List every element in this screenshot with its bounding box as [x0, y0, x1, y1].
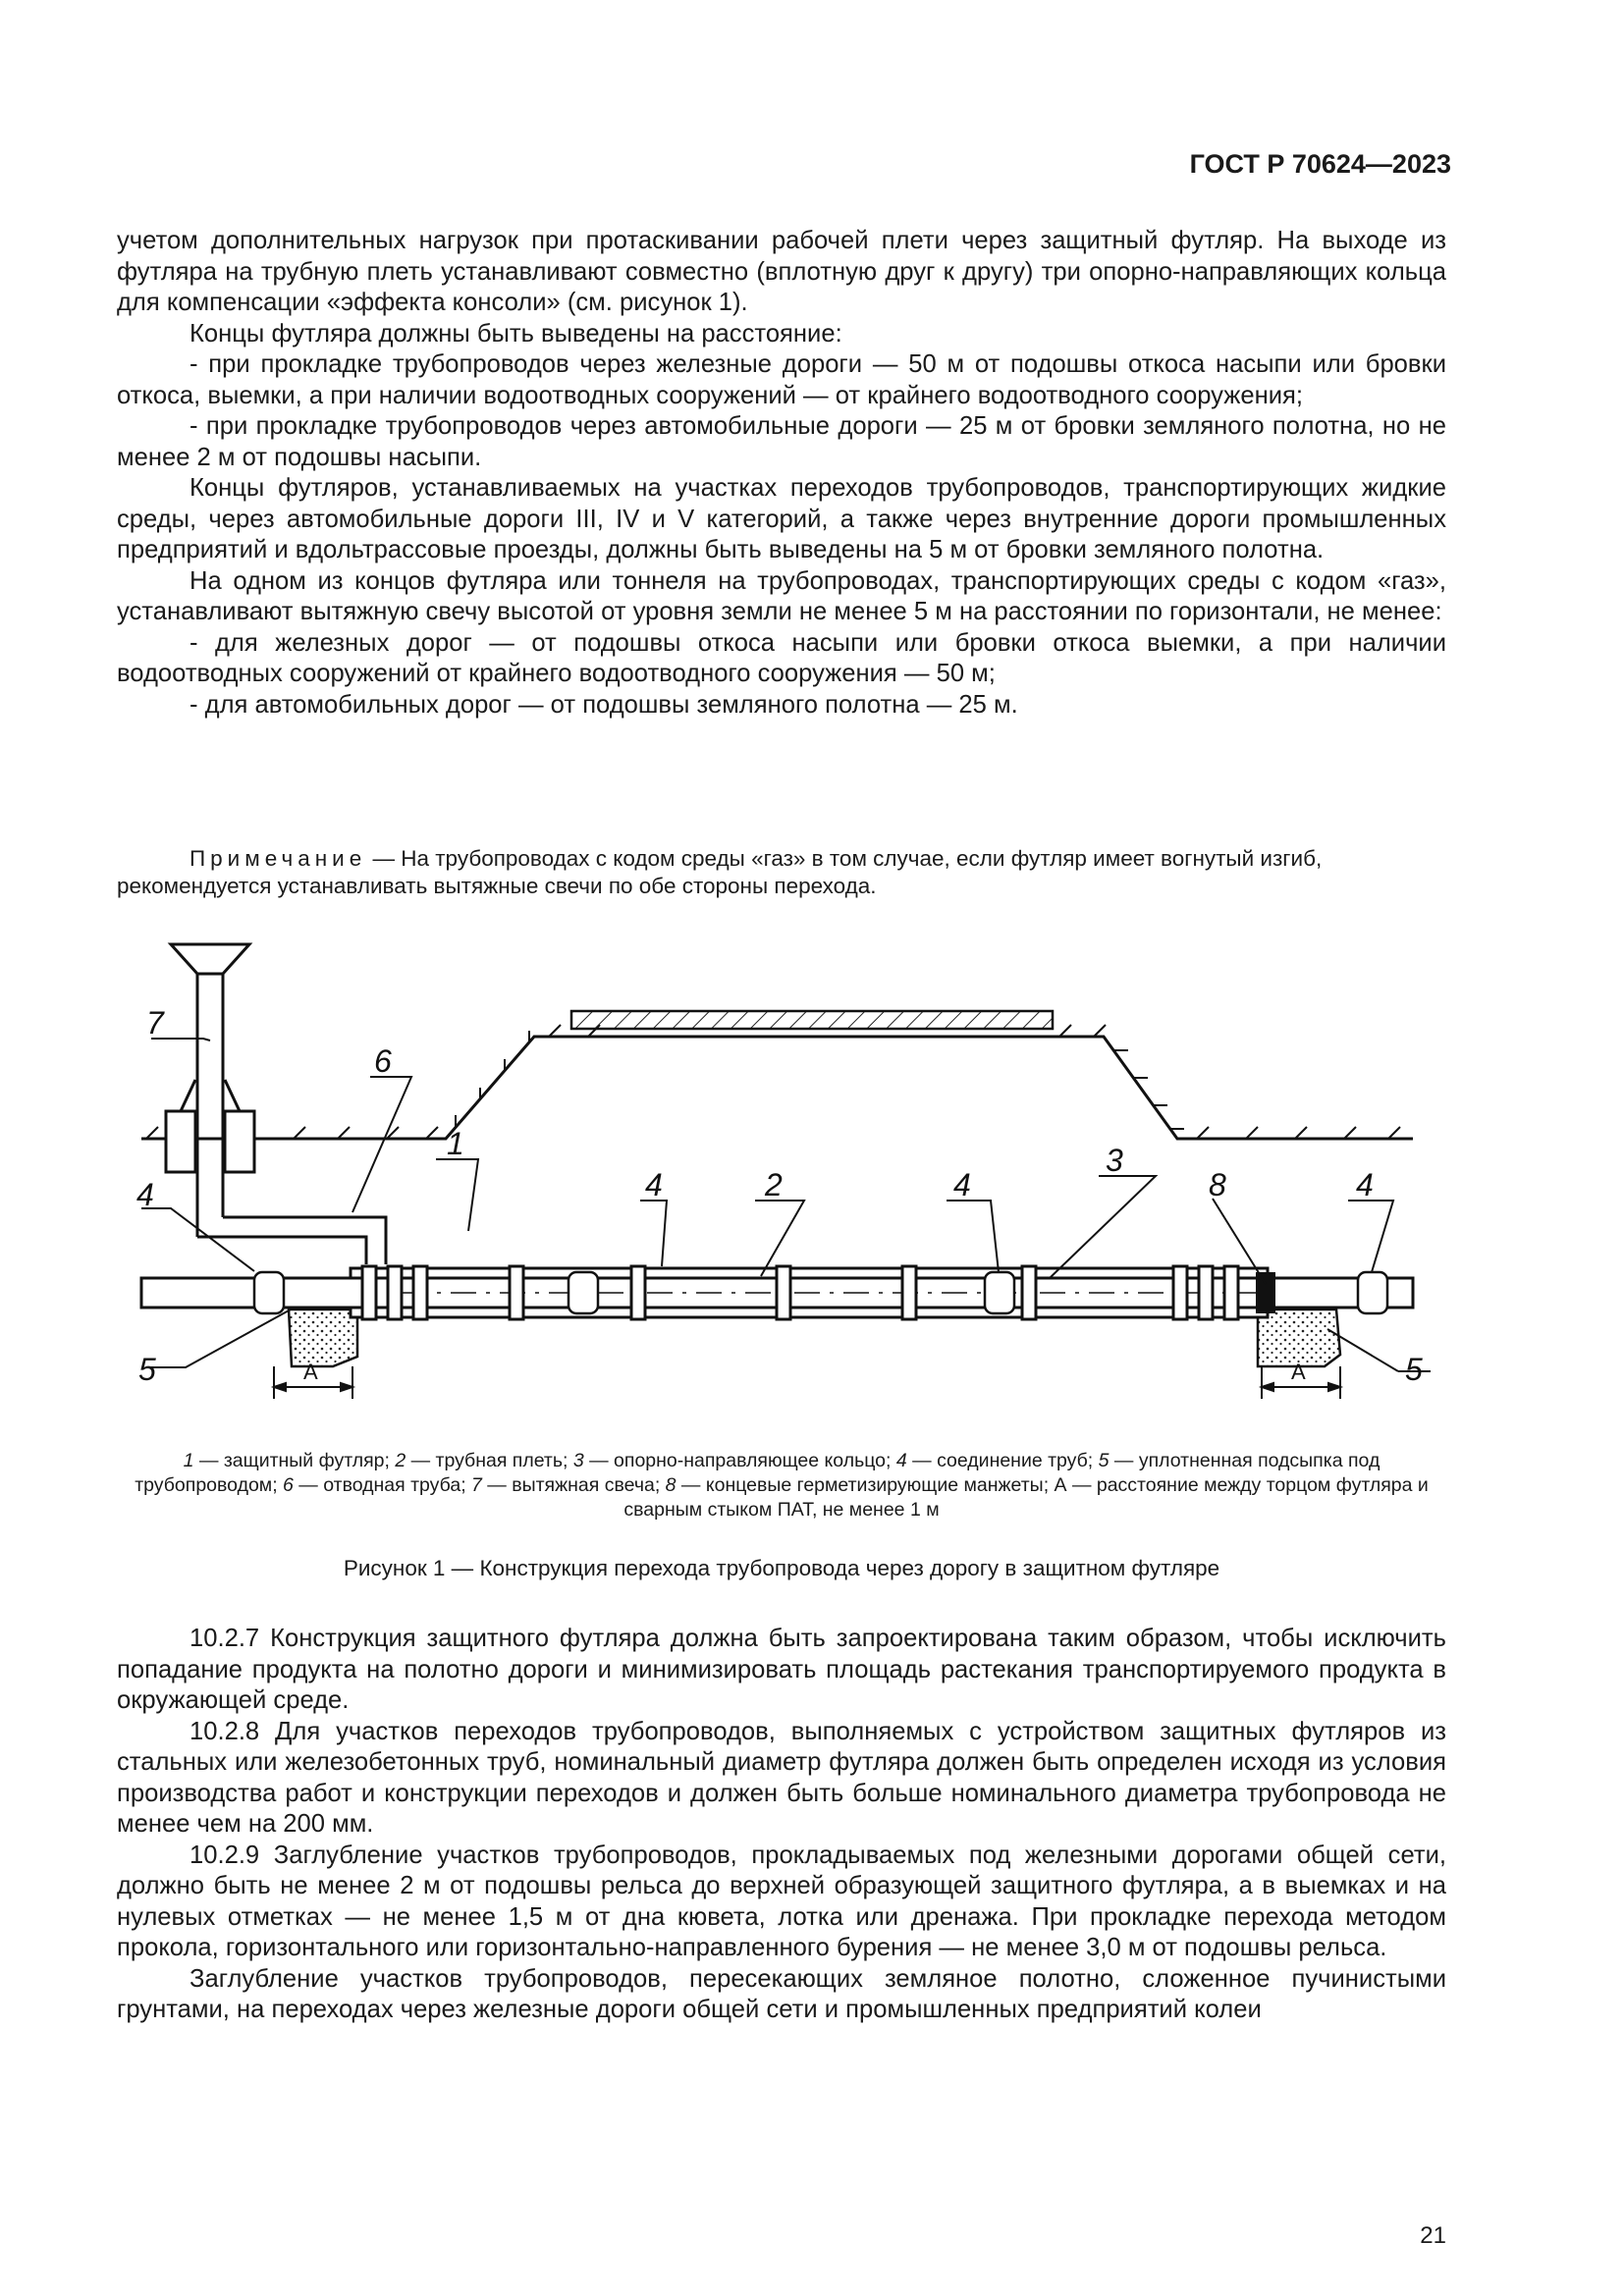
paragraph: - при прокладке трубопроводов через автомобильные дороги — 25 м от бровки земляного полотна, но не менее 2 м от подошвы насыпи. — [117, 412, 1446, 471]
legend-num: 3 — [572, 1450, 584, 1471]
paragraph: - при прокладке трубопроводов через железные дороги — 50 м от подошвы откоса насыпи или бровки откоса, выемки, а при наличии водоотводных сооружений — от крайнего водоотводного сооружения; — [117, 350, 1446, 409]
paragraph: Концы футляров, устанавливаемых на участках переходов трубопроводов, транспортирующих жидкие среды, через автомобильные дороги III, IV и V категорий, а также через внутренние дороги промышленных предприятий и вдольтрассовые проезды, должны быть выведены на 5 м от бровки земляного полотна. — [117, 474, 1446, 563]
legend-text: — вытяжная свеча; — [481, 1474, 666, 1496]
callout-3: 3 — [1106, 1143, 1123, 1178]
paragraph: учетом дополнительных нагрузок при протаскивании рабочей плети через защитный футляр. На выходе из футляра на трубную плеть устанавливают совместно (вплотную друг к другу) три опорно-направляющих кольца для компенсации «эффекта консоли» (см. рисунок 1). — [117, 227, 1446, 316]
dim-label: А — [303, 1360, 318, 1384]
callout-4: 4 — [953, 1167, 971, 1202]
legend-text: — уплотненная подсыпка под трубопроводом; — [135, 1450, 1380, 1496]
ground-line — [141, 1025, 1413, 1139]
figure-legend — [117, 1449, 1446, 1522]
legend-num: 5 — [1098, 1450, 1110, 1471]
legend-num: 8 — [665, 1474, 677, 1496]
legend-text: — отводная труба; — [293, 1474, 472, 1496]
note-label: Примечание — [189, 846, 367, 871]
note-text: — На трубопроводах с кодом среды «газ» в том случае, если футляр имеет вогнутый изгиб, рекомендуется устанавливать вытяжные свечи по обе стороны перехода. — [117, 846, 1323, 898]
figure-pipeline-crossing — [117, 923, 1446, 1414]
body-text-bottom — [117, 1624, 1446, 2026]
legend-num: 6 — [283, 1474, 294, 1496]
legend-text: — соединение труб; — [906, 1450, 1099, 1471]
vent-candle — [166, 944, 386, 1264]
paragraph: - для автомобильных дорог — от подошвы земляного полотна — 25 м. — [189, 690, 1018, 719]
callout-5: 5 — [1405, 1352, 1423, 1387]
callout-7: 7 — [146, 1005, 164, 1041]
callout-5: 5 — [138, 1352, 156, 1387]
figure-caption: Рисунок 1 — Конструкция перехода трубопровода через дорогу в защитном футляре — [343, 1556, 1220, 1580]
callout-4: 4 — [1356, 1167, 1374, 1202]
paragraph: 10.2.7 Конструкция защитного футляра должна быть запроектирована таким образом, чтобы исключить попадание продукта на полотно дороги и минимизировать площадь растекания транспортируемого продукта в окружающей среде. — [117, 1625, 1446, 1714]
legend-text: — концевые герметизирующие манжеты; А — расстояние между торцом футляра и сварным стыком ПАТ, не менее 1 м — [623, 1474, 1429, 1521]
legend-text: — трубная плеть; — [406, 1450, 573, 1471]
legend-num: 1 — [183, 1450, 194, 1471]
legend-text: — защитный футляр; — [193, 1450, 396, 1471]
callout-4: 4 — [136, 1177, 154, 1212]
callout-1: 1 — [447, 1126, 464, 1161]
end-seal — [1256, 1272, 1275, 1313]
callout-2: 2 — [765, 1167, 783, 1202]
dim-label: А — [1291, 1360, 1306, 1384]
paragraph: Заглубление участков трубопроводов, пересекающих земляное полотно, сложенное пучинистыми грунтами, на переходах через железные дороги общей сети и промышленных предприятий колеи — [117, 1964, 1446, 2023]
note — [117, 845, 1446, 900]
callout-4: 4 — [645, 1167, 663, 1202]
road-surface — [571, 1011, 1053, 1029]
paragraph: Концы футляра должны быть выведены на расстояние: — [189, 319, 842, 347]
legend-text: — опорно-направляющее кольцо; — [583, 1450, 896, 1471]
legend-num: 7 — [471, 1474, 482, 1496]
page-number: 21 — [1420, 2222, 1446, 2249]
legend-num: 4 — [895, 1450, 907, 1471]
legend-num: 2 — [395, 1450, 406, 1471]
dimension-a — [274, 1366, 1340, 1399]
paragraph: На одном из концов футляра или тоннеля на трубопроводах, транспортирующих среды с кодом «газ», устанавливают вытяжную свечу высотой от уровня земли не менее 5 м на расстоянии по горизонтали, не менее: — [117, 566, 1446, 625]
callout-6: 6 — [374, 1043, 392, 1079]
body-text-top — [117, 226, 1446, 721]
callout-8: 8 — [1209, 1167, 1226, 1202]
paragraph: 10.2.9 Заглубление участков трубопроводов, прокладываемых под железными дорогами общей сети, должно быть не менее 2 м от подошвы рельса до верхней образующей защитного футляра, а в выемках и на нулевых отметках — не менее 1,5 м от дна кювета, лотка или дренажа. При прокладке перехода методом прокола, горизонтального или горизонтально-направленного бурения — не менее 3,0 м от подошвы рельса. — [117, 1841, 1446, 1961]
paragraph: 10.2.8 Для участков переходов трубопроводов, выполняемых с устройством защитных футляров из стальных или железобетонных труб, номинальный диаметр футляра должен быть определен исходя из условия производства работ и конструкции переходов и должен быть больше номинального диаметра трубопровода не менее чем на 200 мм. — [117, 1717, 1446, 1838]
document-header: ГОСТ Р 70624—2023 — [1189, 149, 1451, 179]
paragraph: - для железных дорог — от подошвы откоса насыпи или бровки откоса выемки, а при наличии водоотводных сооружений от крайнего водоотводного сооружения — 50 м; — [117, 628, 1446, 687]
